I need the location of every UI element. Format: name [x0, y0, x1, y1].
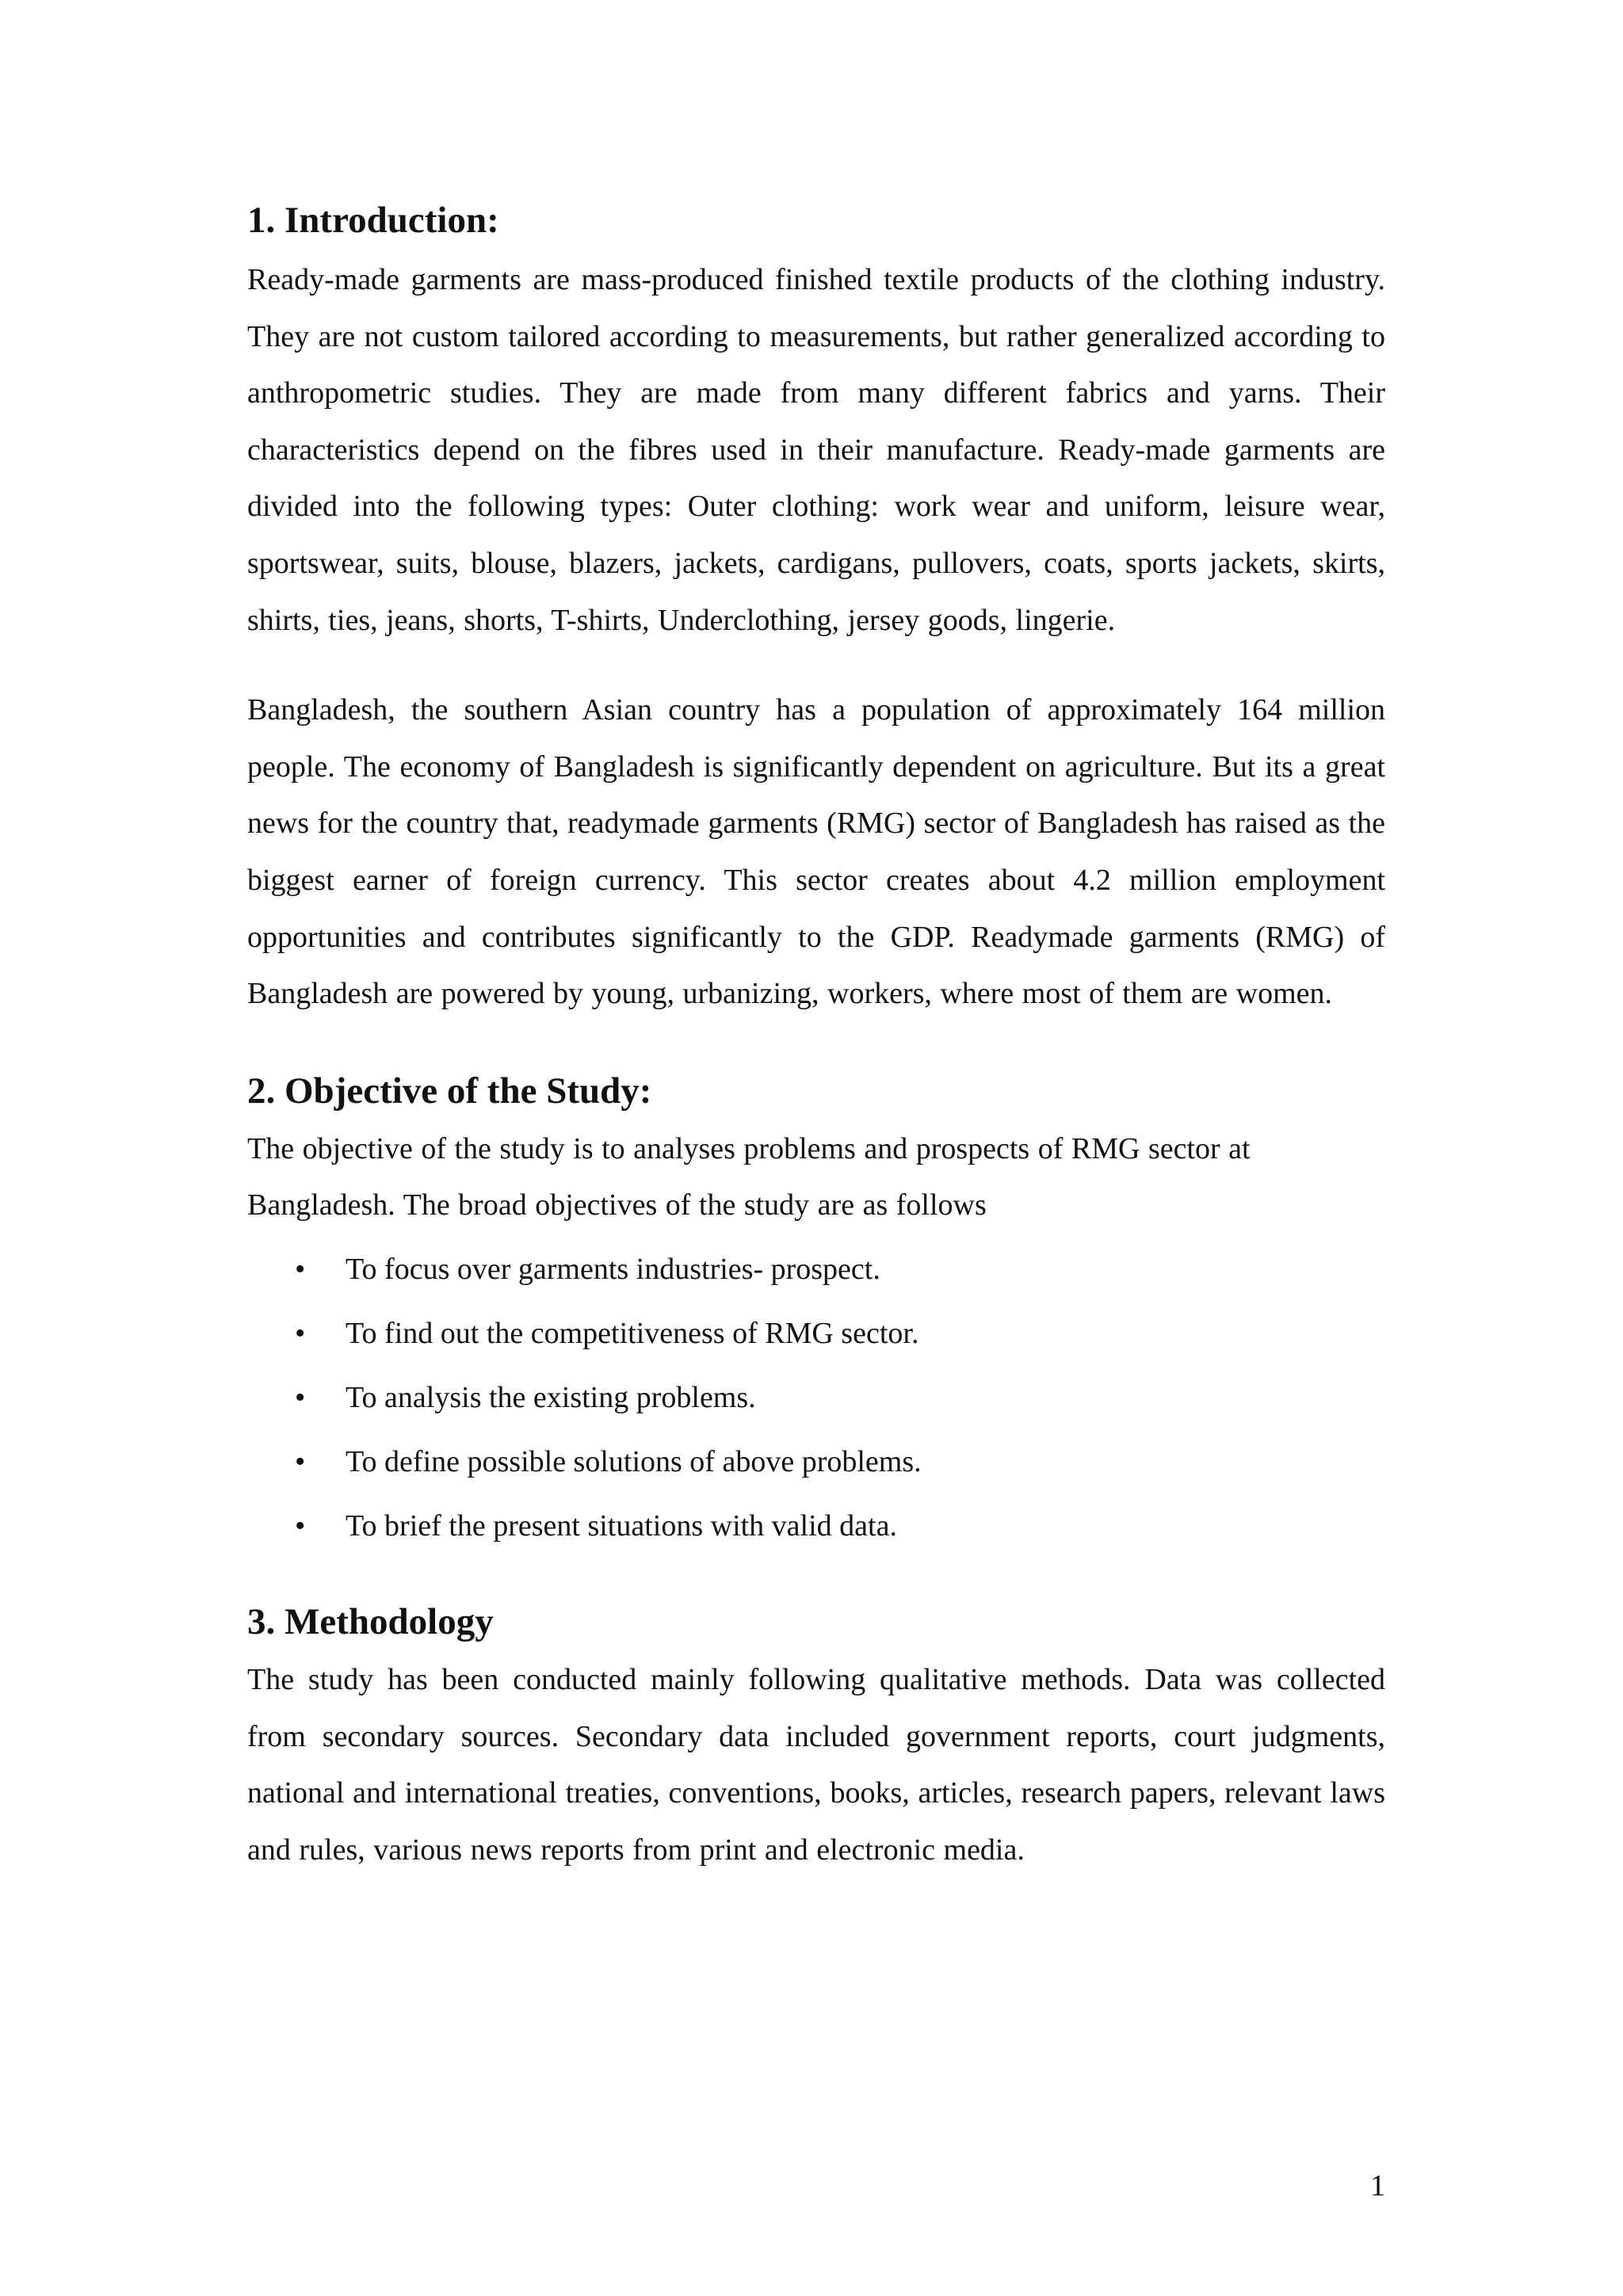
bullet-icon: • [295, 1508, 306, 1543]
bullet-icon: • [295, 1380, 306, 1414]
objective-intro-paragraph: The objective of the study is to analyses problems and prospects of RMG sector at Bangladesh. The broad objectives of the study are as follows [247, 1131, 1251, 1222]
bullet-icon: • [295, 1316, 306, 1350]
section-heading-introduction: 1. Introduction: [247, 200, 499, 241]
list-item [247, 1366, 1385, 1430]
methodology-paragraph: The study has been conducted mainly following qualitative methods. Data was collected from secondary sources. Secondary data included government reports, court judgments, national and international treaties, conventions, books, articles, research papers, relevant laws and rules, various news reports from print and electronic media. [247, 1662, 1385, 1867]
list-item [247, 1302, 1385, 1366]
list-item-text: To analysis the existing problems. [346, 1380, 756, 1414]
bullet-icon: • [295, 1252, 306, 1286]
list-item [247, 1238, 1385, 1302]
introduction-paragraph-1: Ready-made garments are mass-produced finished textile products of the clothing industry. They are not custom tailored according to measurements, but rather generalized according to anthropometric studies. They are made from many different fabrics and yarns. Their characteristics depend on the fibres used in their manufacture. Ready-made garments are divided into the following types: Outer clothing: work wear and uniform, leisure wear, sportswear, suits, blouse, blazers, jackets, cardigans, pullovers, coats, sports jackets, skirts, shirts, ties, jeans, shorts, T-shirts, Underclothing, jersey goods, lingerie. [247, 263, 1385, 637]
list-item-text: To define possible solutions of above problems. [346, 1444, 922, 1478]
section-methodology [247, 1598, 1385, 1878]
list-item [247, 1494, 1385, 1558]
objectives-list [247, 1238, 1385, 1558]
list-item [247, 1430, 1385, 1494]
page-content [247, 196, 1385, 1878]
introduction-paragraph-2: Bangladesh, the southern Asian country has a population of approximately 164 million people. The economy of Bangladesh is significantly dependent on agriculture. But its a great news for the country that, readymade garments (RMG) sector of Bangladesh has raised as the biggest earner of foreign currency. This sector creates about 4.2 million employment opportunities and contributes significantly to the GDP. Readymade garments (RMG) of Bangladesh are powered by young, urbanizing, workers, where most of them are women. [247, 693, 1385, 1011]
bullet-icon: • [295, 1444, 306, 1478]
list-item-text: To find out the competitiveness of RMG sector. [346, 1316, 919, 1350]
list-item-text: To focus over garments industries- prospect. [346, 1252, 880, 1286]
section-heading-objective: 2. Objective of the Study: [247, 1070, 652, 1112]
section-objective [247, 1067, 1385, 1558]
page-number: 1 [1370, 2169, 1385, 2203]
section-heading-methodology: 3. Methodology [247, 1600, 494, 1642]
section-introduction [247, 196, 1385, 1023]
list-item-text: To brief the present situations with valid data. [346, 1508, 897, 1543]
